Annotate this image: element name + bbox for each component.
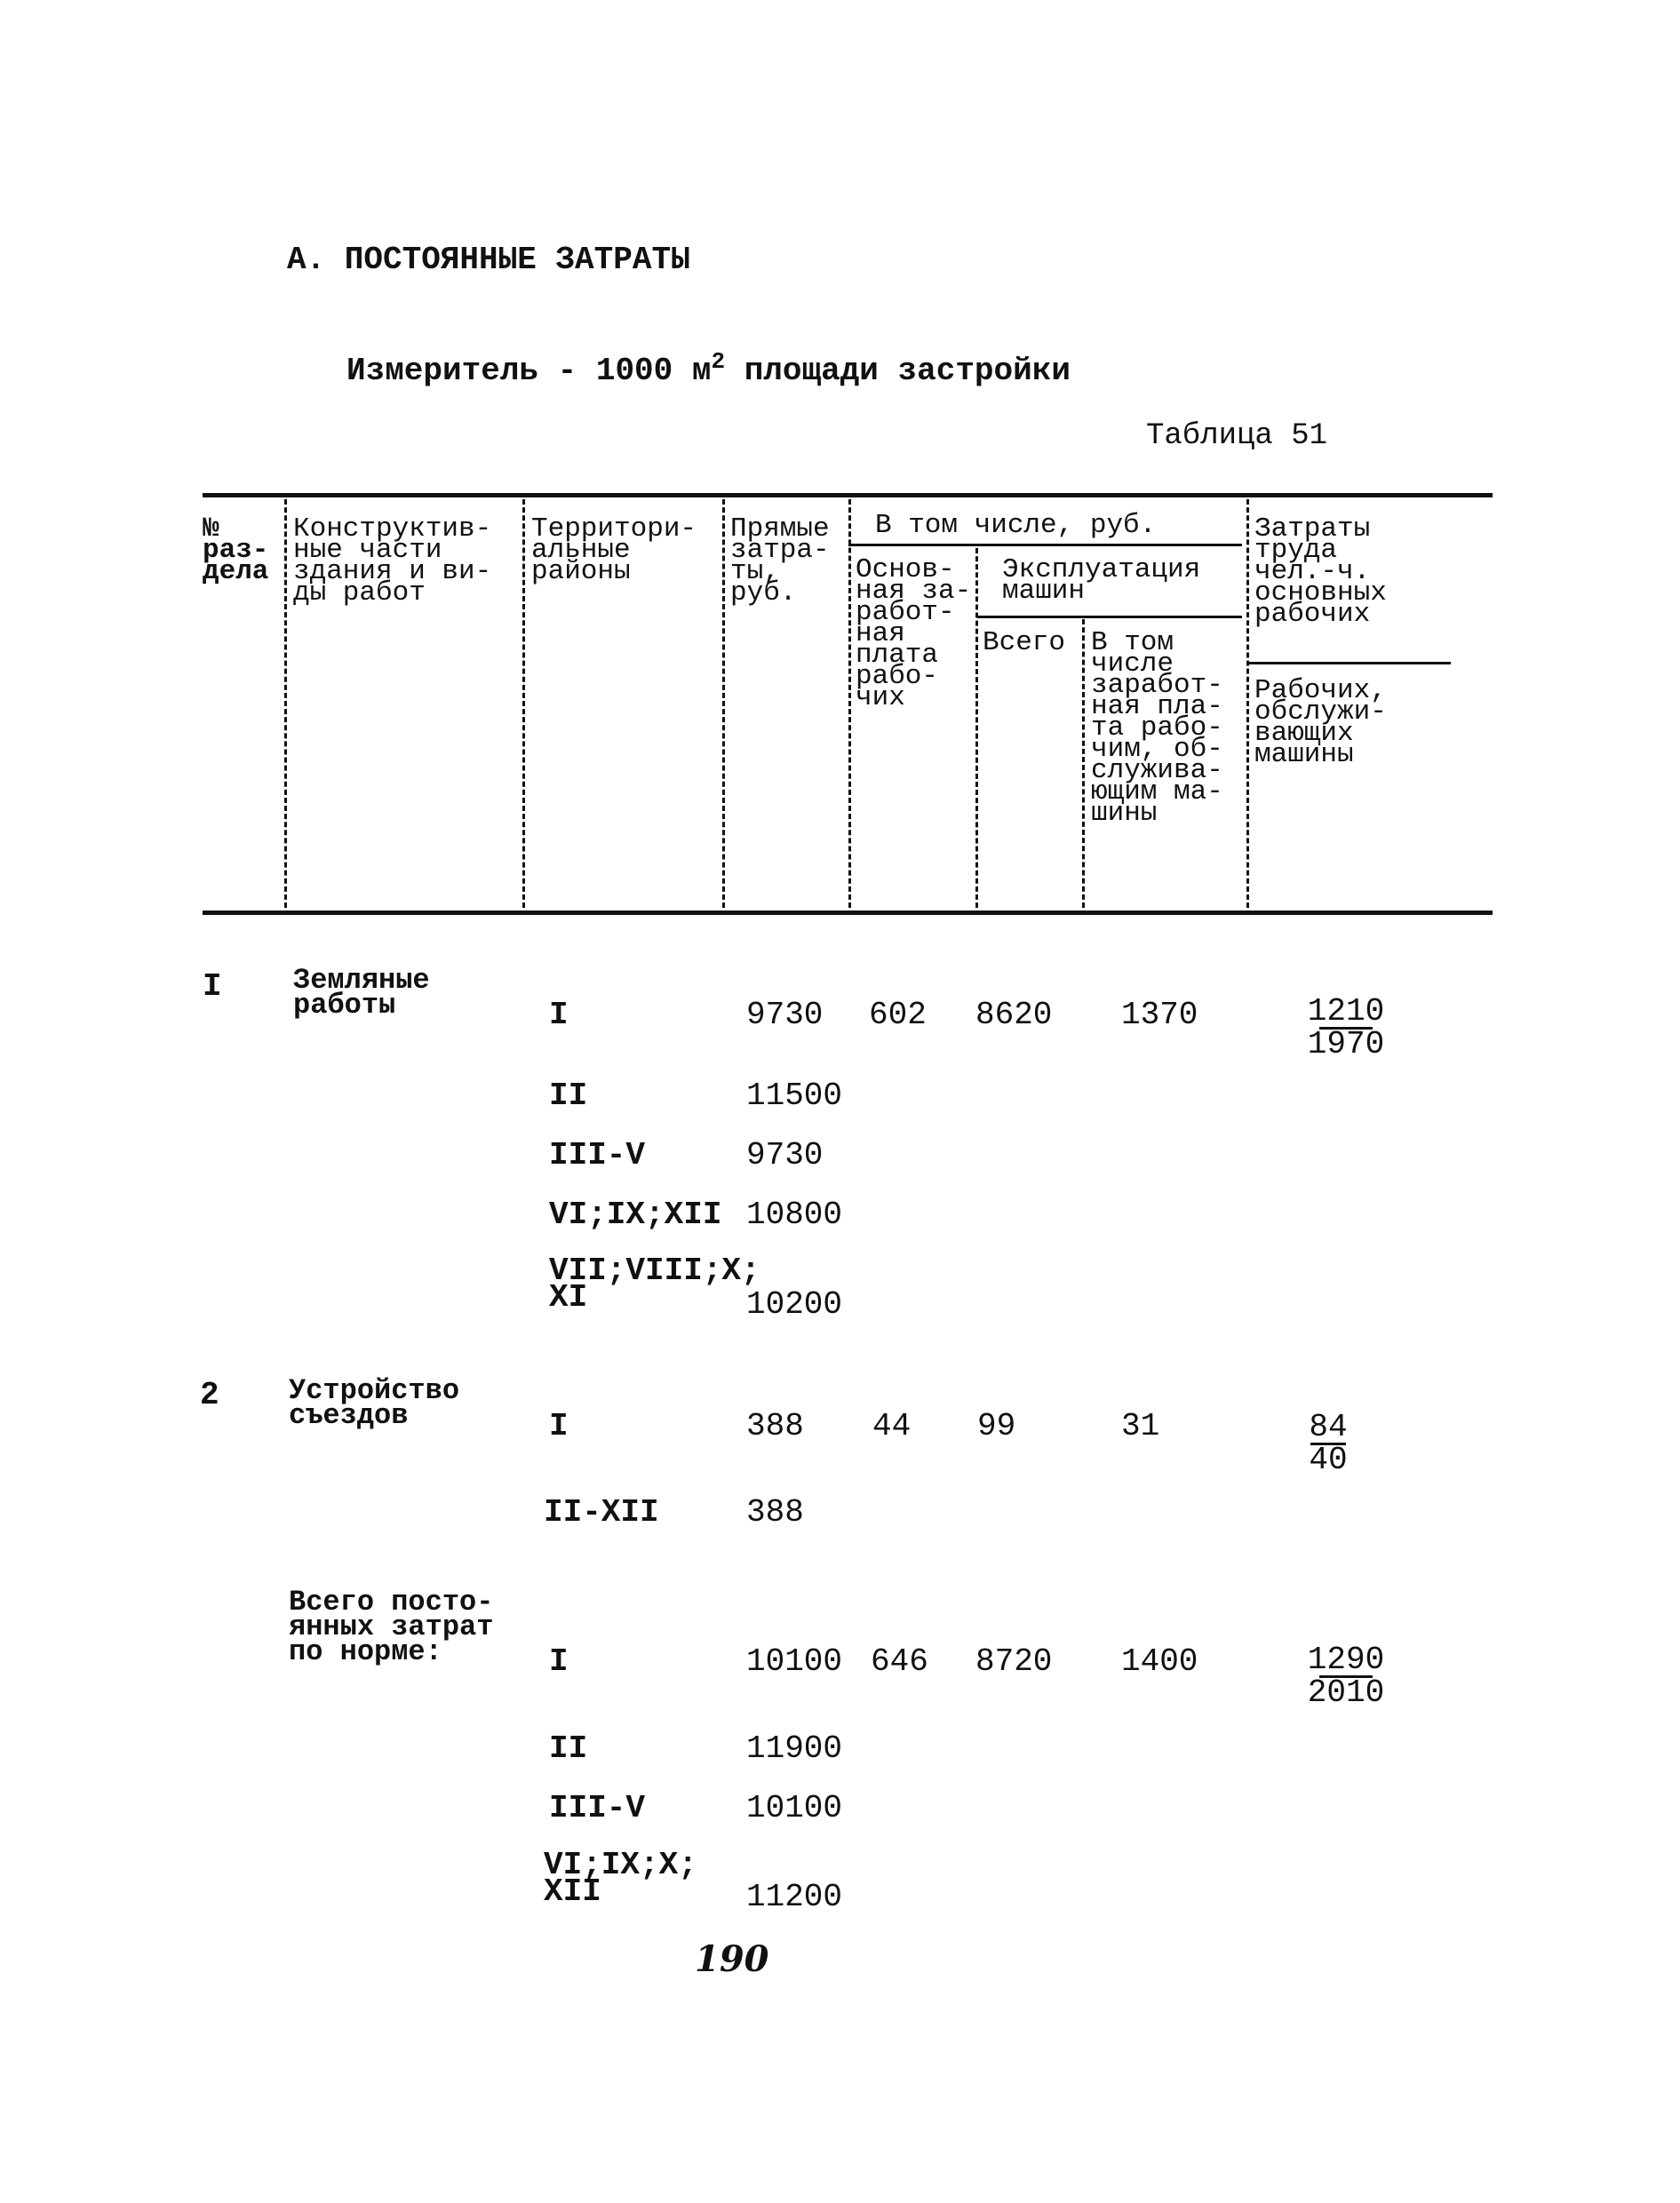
direct-cell: 9730 <box>746 1137 824 1173</box>
col-header-direct: Прямые затра- ты, руб. <box>730 513 830 608</box>
direct-cell: 10200 <box>746 1286 843 1323</box>
section-name: Земляные работы <box>293 964 430 1022</box>
labor-service-value: 1970 <box>1307 1026 1385 1062</box>
measure-line <box>346 348 1071 389</box>
labor-fraction <box>1297 1409 1359 1478</box>
labor-split-rule <box>1248 662 1451 664</box>
table-header-bottom-rule <box>203 911 1493 915</box>
direct-cell: 10800 <box>746 1197 843 1233</box>
col-header-labor-service: Рабочих, обслужи- вающих машины <box>1254 675 1387 770</box>
region-cell: I <box>549 1408 569 1444</box>
region-cell: II <box>549 1730 588 1767</box>
labor-service-value: 40 <box>1309 1442 1348 1478</box>
page-number: 190 <box>695 1938 769 1980</box>
labor-service-value: 2010 <box>1307 1674 1385 1711</box>
col-header-machines-wages: В том числе заработ- ная пла- та рабо- чим, об- служива- ющим ма- шины <box>1091 627 1223 829</box>
table-top-rule <box>203 493 1493 497</box>
region-cell: III-V <box>549 1137 646 1173</box>
region-cell: VII;VIII;X; XI <box>549 1253 760 1316</box>
section-number: I <box>203 968 222 1005</box>
region-cell: II <box>549 1078 588 1114</box>
direct-cell: 11500 <box>746 1078 843 1114</box>
wages-cell: 44 <box>872 1408 912 1444</box>
col-divider-3 <box>722 499 725 908</box>
section-number: 2 <box>200 1377 219 1413</box>
labor-fraction <box>1297 1642 1395 1711</box>
col-header-machines-group: Эксплуатация машин <box>1002 554 1201 607</box>
wages-cell: 602 <box>869 997 927 1033</box>
direct-cell: 388 <box>746 1408 804 1444</box>
labor-main-value: 1210 <box>1307 993 1385 1030</box>
col-header-regions: Территори- альные районы <box>531 513 697 587</box>
region-cell: III-V <box>549 1790 646 1826</box>
measure-rest: площади застройки <box>744 353 1071 389</box>
col-header-wages: Основ- ная за- работ- ная плата рабо- чих <box>856 554 972 713</box>
section-name: Всего посто- янных затрат по норме: <box>289 1586 494 1668</box>
measure-text: Измеритель - 1000 м <box>346 353 712 389</box>
col-divider-4 <box>848 499 851 908</box>
direct-cell: 10100 <box>746 1643 843 1680</box>
col-divider-2 <box>522 499 525 908</box>
labor-main-value: 84 <box>1309 1409 1348 1445</box>
col-header-no: № раз- дела <box>203 513 269 587</box>
region-cell: I <box>549 1643 569 1680</box>
direct-cell: 11200 <box>746 1879 843 1915</box>
machines-group-rule <box>977 616 1242 618</box>
wages-cell: 646 <box>871 1643 928 1680</box>
col-header-parts: Конструктив- ные части здания и ви- ды работ <box>293 513 492 608</box>
incl-group-rule <box>848 544 1242 546</box>
section-name: Устройство съездов <box>289 1374 460 1432</box>
machines-total-cell: 8720 <box>975 1643 1053 1680</box>
direct-cell: 11900 <box>746 1730 843 1767</box>
col-divider-7 <box>1246 499 1249 908</box>
labor-fraction <box>1297 993 1395 1062</box>
direct-cell: 10100 <box>746 1790 843 1826</box>
region-cell: VI;IX;X; XII <box>544 1847 697 1910</box>
machines-total-cell: 8620 <box>975 997 1053 1033</box>
col-divider-5 <box>975 548 978 908</box>
machines-wages-cell: 1400 <box>1121 1643 1198 1680</box>
section-heading: А. ПОСТОЯННЫЕ ЗАТРАТЫ <box>287 242 690 278</box>
machines-wages-cell: 1370 <box>1121 997 1198 1033</box>
direct-cell: 388 <box>746 1494 804 1531</box>
region-cell: VI;IX;XII <box>549 1197 722 1233</box>
region-cell: I <box>549 997 569 1033</box>
labor-main-value: 1290 <box>1307 1642 1385 1678</box>
col-header-labor-main: Затраты труда чел.-ч. основных рабочих <box>1254 513 1387 630</box>
col-header-incl-group: В том числе, руб. <box>875 510 1157 541</box>
direct-cell: 9730 <box>746 997 824 1033</box>
col-header-machines-total: Всего <box>983 627 1066 658</box>
region-cell: II-XII <box>544 1494 659 1531</box>
machines-total-cell: 99 <box>977 1408 1016 1444</box>
machines-wages-cell: 31 <box>1121 1408 1160 1444</box>
table-label: Таблица 51 <box>1146 419 1328 453</box>
measure-superscript: 2 <box>711 348 726 375</box>
col-divider-6 <box>1082 619 1085 908</box>
col-divider-1 <box>284 499 287 908</box>
